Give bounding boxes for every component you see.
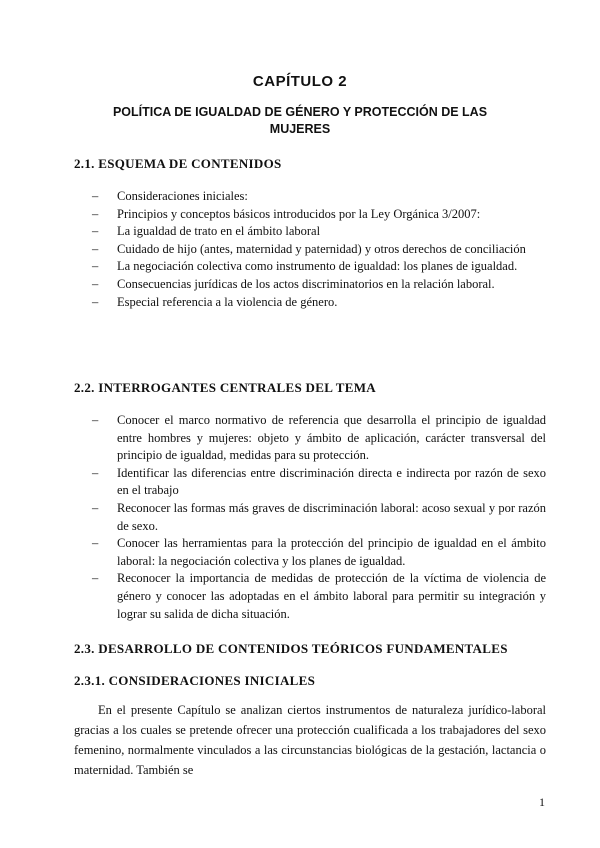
- dash-bullet: –: [92, 465, 99, 480]
- dash-bullet: –: [92, 189, 99, 203]
- list-item: – Reconocer la importancia de medidas de protección de la víctima de violencia de género y conocer las adoptadas en el ámbito laboral para permitir su integración y lograr su salida de dicha situación.: [92, 571, 546, 621]
- dash-bullet: –: [92, 276, 99, 291]
- list-item: – Especial referencia a la violencia de género.: [0, 294, 546, 312]
- dash-bullet: –: [92, 571, 99, 586]
- list-item: – Identificar las diferencias entre discriminación directa e indirecta por razón de sexo en el trabajo: [92, 465, 546, 498]
- dash-bullet: –: [92, 241, 99, 256]
- dash-bullet: –: [92, 294, 99, 309]
- list-item: – Conocer el marco normativo de referencia que desarrolla el principio de igualdad entre hombres y mujeres: objeto y ámbito de aplicación, carácter transversal del principio de igualdad, medidas para su protección.: [92, 413, 546, 463]
- section-heading-2-1: 2.1. ESQUEMA DE CONTENIDOS: [74, 156, 282, 171]
- list-item: – La negociación colectiva como instrumento de igualdad: los planes de igualdad.: [0, 258, 546, 276]
- dash-bullet: –: [92, 259, 99, 274]
- section-heading-2-3: 2.3. DESARROLLO DE CONTENIDOS TEÓRICOS FUNDAMENTALES: [74, 641, 508, 656]
- contents-outline-list: [0, 188, 600, 311]
- list-item: – La igualdad de trato en el ámbito laboral: [0, 223, 546, 241]
- list-item: – Conocer las herramientas para la protección del principio de igualdad en el ámbito laboral: la negociación colectiva y los planes de igualdad.: [92, 536, 546, 568]
- list-item: – Reconocer las formas más graves de discriminación laboral: acoso sexual y por razón de sexo.: [92, 500, 546, 533]
- list-item: – Cuidado de hijo (antes, maternidad y paternidad) y otros derechos de conciliación: [0, 241, 546, 259]
- dash-bullet: –: [92, 224, 99, 239]
- list-item: – Consideraciones iniciales:: [0, 188, 546, 206]
- section-heading-2-2: 2.2. INTERROGANTES CENTRALES DEL TEMA: [74, 380, 376, 395]
- dash-bullet: –: [92, 536, 99, 551]
- section-heading-2-3-1: 2.3.1. CONSIDERACIONES INICIALES: [74, 673, 316, 688]
- page-number: 1: [539, 795, 545, 809]
- list-item: – Consecuencias jurídicas de los actos discriminatorios en la relación laboral.: [0, 276, 546, 294]
- central-questions-list: [0, 412, 600, 623]
- chapter-heading: CAPÍTULO 2: [252, 73, 348, 90]
- dash-bullet: –: [92, 206, 99, 221]
- dash-bullet: –: [92, 500, 99, 515]
- body-paragraph: En el presente Capítulo se analizan ciertos instrumentos de naturaleza jurídico-laboral gracias a los cuales se pretende ofrecer una protección cualificada a los trabajadores del sexo femenino, normalmente vinculados a las circunstancias biológicas de la gestación, lactancia o maternidad. También se: [74, 703, 546, 777]
- dash-bullet: –: [92, 413, 99, 427]
- chapter-title: POLÍTICA DE IGUALDAD DE GÉNERO Y PROTECCIÓN DE LAS MUJERES: [112, 105, 488, 136]
- list-item: – Principios y conceptos básicos introducidos por la Ley Orgánica 3/2007:: [0, 206, 546, 224]
